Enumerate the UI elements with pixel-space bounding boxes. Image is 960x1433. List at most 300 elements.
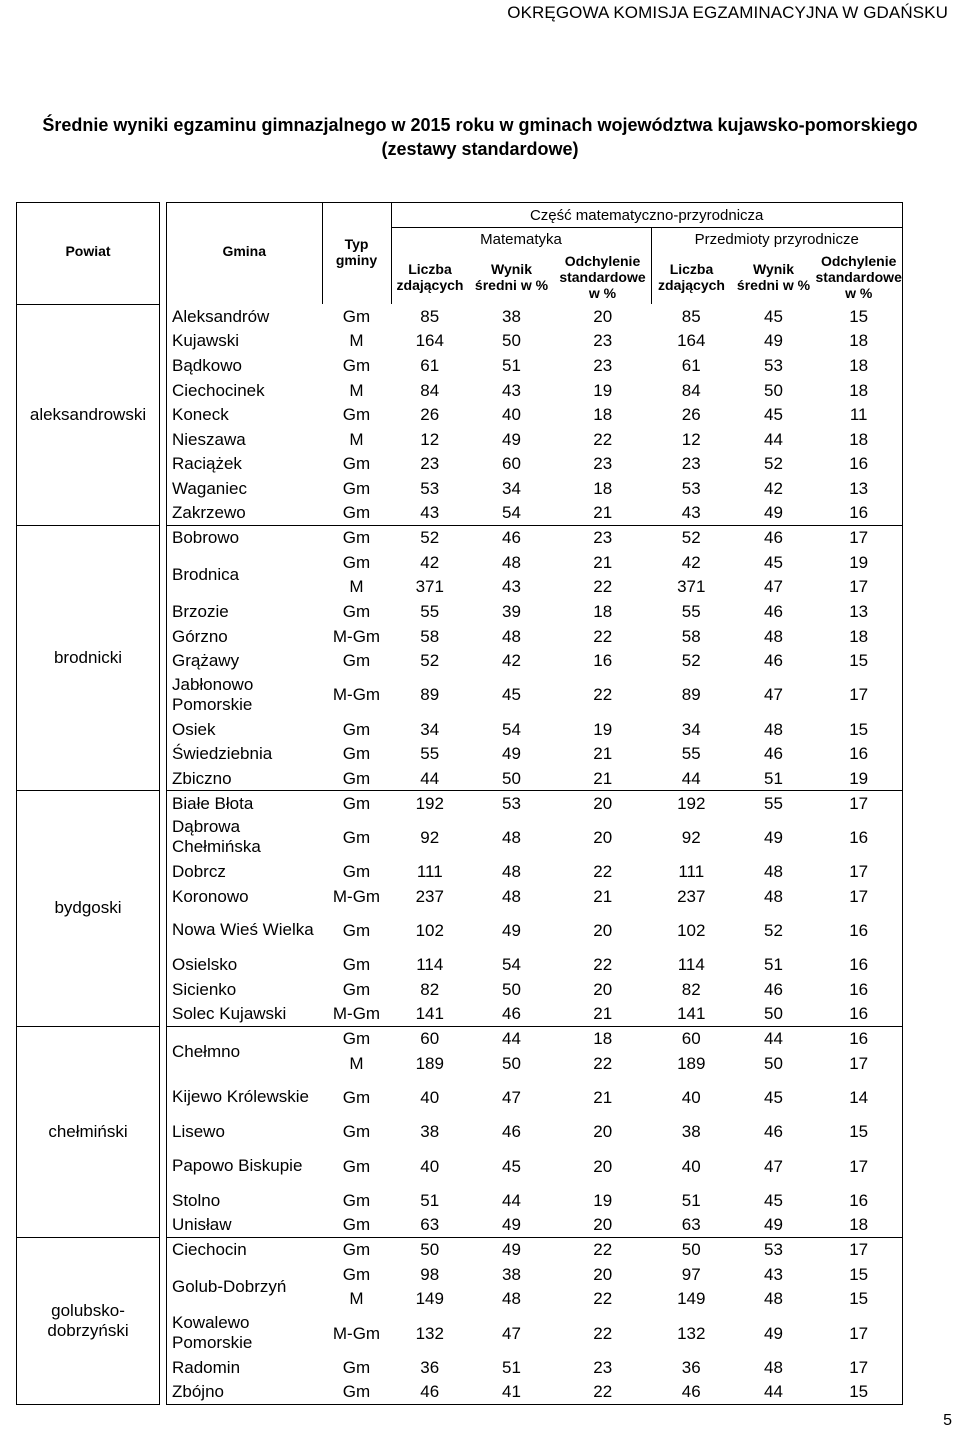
col-science: Przedmioty przyrodnicze [651, 228, 902, 251]
value-cell: 19 [593, 1190, 613, 1210]
typ-cell: M [349, 331, 364, 351]
value-cell: 22 [593, 685, 613, 705]
typ-cell: Gm [342, 1029, 371, 1049]
value-cell: 14 [816, 1075, 903, 1119]
gmina-cell: Osiek [167, 717, 323, 742]
value-cell: 50 [420, 1240, 440, 1260]
value-cell: 15 [816, 717, 903, 742]
gmina-cell: Grążawy [167, 648, 323, 673]
value-cell: 21 [593, 552, 613, 572]
gmina-cell: Waganiec [167, 476, 323, 501]
value-cell: 18 [816, 353, 903, 378]
value-cell: 23 [593, 528, 613, 548]
value-cell: 132 [677, 1323, 706, 1343]
typ-cell: M [349, 380, 364, 400]
gmina-cell: Ciechocin [167, 1237, 323, 1262]
value-cell: 46 [764, 1122, 783, 1142]
col-sci-count: Liczba zdających [651, 250, 732, 304]
typ-cell: Gm [342, 1357, 371, 1377]
value-cell: 102 [677, 920, 706, 940]
value-cell: 16 [816, 452, 903, 477]
value-cell: 49 [764, 827, 783, 847]
value-cell: 51 [502, 355, 521, 375]
value-cell: 39 [502, 601, 521, 621]
value-cell: 13 [816, 476, 903, 501]
value-cell: 40 [502, 405, 521, 425]
value-cell: 84 [681, 380, 701, 400]
value-cell: 20 [593, 306, 613, 326]
results-table [16, 202, 903, 1405]
gmina-cell: Solec Kujawski [167, 1002, 323, 1027]
value-cell: 22 [555, 1380, 652, 1405]
typ-cell: Gm [342, 827, 371, 847]
value-cell: 20 [593, 1122, 613, 1142]
value-cell: 19 [816, 766, 903, 791]
value-cell: 17 [816, 884, 903, 909]
value-cell: 16 [816, 815, 903, 859]
value-cell: 92 [420, 827, 440, 847]
typ-cell: Gm [342, 528, 371, 548]
value-cell: 40 [420, 1156, 440, 1176]
value-cell: 55 [764, 793, 783, 813]
typ-cell: M-Gm [322, 1002, 391, 1027]
value-cell: 19 [593, 380, 613, 400]
value-cell: 16 [593, 651, 613, 671]
value-cell: 23 [420, 454, 440, 474]
col-math-sd: Odchylenie standardowe w % [559, 253, 646, 301]
value-cell: 49 [502, 920, 521, 940]
value-cell: 49 [732, 1213, 816, 1238]
value-cell: 53 [502, 793, 521, 813]
value-cell: 47 [764, 685, 783, 705]
gmina-cell: Kijewo Królewskie [167, 1075, 323, 1119]
value-cell: 46 [502, 528, 521, 548]
value-cell: 53 [420, 478, 440, 498]
powiat-cell: chełmiński [17, 1026, 160, 1237]
typ-cell: Gm [342, 601, 371, 621]
value-cell: 111 [678, 862, 705, 882]
value-cell: 20 [593, 1264, 613, 1284]
value-cell: 48 [502, 862, 521, 882]
value-cell: 19 [593, 719, 613, 739]
value-cell: 46 [651, 1380, 732, 1405]
value-cell: 45 [502, 1156, 521, 1176]
typ-cell: Gm [342, 793, 371, 813]
value-cell: 82 [420, 979, 440, 999]
gmina-cell: Koronowo [167, 884, 323, 909]
value-cell: 38 [502, 1264, 521, 1284]
value-cell: 17 [816, 1051, 903, 1076]
value-cell: 44 [764, 429, 783, 449]
value-cell: 49 [764, 331, 783, 351]
value-cell: 18 [816, 1213, 903, 1238]
typ-cell: M-Gm [332, 626, 381, 646]
gmina-cell: Chełmno [167, 1026, 323, 1075]
value-cell: 40 [681, 1156, 701, 1176]
gmina-cell: Zakrzewo [167, 501, 323, 526]
value-cell: 45 [764, 405, 783, 425]
value-cell: 89 [681, 685, 701, 705]
gmina-cell: Osielsko [167, 952, 323, 977]
value-cell: 53 [681, 478, 701, 498]
typ-cell: Gm [342, 478, 371, 498]
value-cell: 164 [415, 331, 444, 351]
col-sci-avg: Wynik średni w % [736, 261, 811, 293]
value-cell: 20 [593, 979, 613, 999]
value-cell: 21 [555, 766, 652, 791]
value-cell: 17 [816, 791, 903, 816]
col-gmina: Gmina [167, 203, 323, 305]
gmina-cell: Papowo Biskupie [167, 1144, 323, 1188]
typ-cell: Gm [342, 1122, 371, 1142]
value-cell: 16 [816, 908, 903, 952]
value-cell: 36 [420, 1357, 440, 1377]
value-cell: 114 [416, 955, 444, 975]
value-cell: 34 [420, 719, 440, 739]
typ-cell: Gm [322, 1380, 391, 1405]
value-cell: 60 [502, 454, 521, 474]
gmina-cell: Świedziebnia [167, 742, 323, 767]
value-cell: 48 [502, 886, 521, 906]
value-cell: 52 [764, 454, 783, 474]
value-cell: 63 [651, 1213, 732, 1238]
value-cell: 132 [415, 1323, 444, 1343]
value-cell: 15 [816, 648, 903, 673]
value-cell: 49 [502, 429, 521, 449]
value-cell: 22 [593, 626, 613, 646]
value-cell: 18 [816, 427, 903, 452]
value-cell: 45 [764, 552, 783, 572]
value-cell: 48 [502, 827, 521, 847]
value-cell: 50 [764, 1053, 783, 1073]
value-cell: 141 [391, 1002, 469, 1027]
value-cell: 21 [593, 1087, 613, 1107]
col-sci-sd: Odchylenie standardowe w % [816, 250, 903, 304]
value-cell: 45 [764, 1087, 783, 1107]
value-cell: 15 [816, 1119, 903, 1144]
typ-cell: Gm [322, 1213, 391, 1238]
value-cell: 46 [502, 1122, 521, 1142]
value-cell: 38 [681, 1122, 701, 1142]
value-cell: 52 [681, 528, 701, 548]
typ-cell: Gm [342, 719, 371, 739]
value-cell: 16 [816, 1188, 903, 1213]
value-cell: 85 [420, 306, 440, 326]
typ-cell: Gm [342, 1264, 371, 1284]
value-cell: 20 [593, 827, 613, 847]
value-cell: 15 [816, 1380, 903, 1405]
col-powiat: Powiat [17, 203, 160, 305]
gmina-cell: Aleksandrów Kujawski [167, 304, 323, 353]
value-cell: 55 [420, 601, 440, 621]
value-cell: 58 [681, 626, 701, 646]
value-cell: 49 [732, 501, 816, 526]
typ-cell: M [349, 577, 364, 597]
value-cell: 51 [681, 1190, 701, 1210]
title-line-1: Średnie wyniki egzaminu gimnazjalnego w 2015 roku w gminach województwa kujawsko-pomorskiego [42, 115, 918, 135]
value-cell: 189 [677, 1053, 706, 1073]
gmina-cell: Jabłonowo Pomorskie [167, 673, 323, 717]
value-cell: 21 [593, 744, 613, 764]
value-cell: 47 [764, 577, 783, 597]
value-cell: 41 [469, 1380, 555, 1405]
col-math-count: Liczba zdających [391, 250, 469, 304]
value-cell: 48 [502, 552, 521, 572]
value-cell: 61 [420, 355, 440, 375]
value-cell: 43 [651, 501, 732, 526]
value-cell: 51 [502, 1357, 521, 1377]
value-cell: 189 [415, 1053, 444, 1073]
typ-cell: M-Gm [332, 1323, 381, 1343]
table-row [17, 1026, 903, 1051]
value-cell: 44 [764, 1029, 783, 1049]
typ-cell: Gm [342, 920, 371, 940]
typ-cell: Gm [342, 306, 371, 326]
value-cell: 48 [764, 886, 783, 906]
value-cell: 48 [502, 626, 521, 646]
value-cell: 12 [681, 429, 701, 449]
value-cell: 51 [732, 766, 816, 791]
value-cell: 50 [764, 380, 783, 400]
powiat-cell: golubsko-dobrzyński [17, 1237, 160, 1404]
value-cell: 46 [469, 1002, 555, 1027]
gmina-cell: Zbiczno [167, 766, 323, 791]
typ-cell: Gm [342, 979, 371, 999]
typ-cell: Gm [322, 766, 391, 791]
value-cell: 22 [593, 1289, 613, 1309]
value-cell: 47 [502, 1323, 521, 1343]
value-cell: 192 [415, 793, 444, 813]
value-cell: 18 [593, 478, 613, 498]
value-cell: 60 [681, 1029, 701, 1049]
value-cell: 52 [764, 920, 783, 940]
table-row [17, 525, 903, 550]
results-body [17, 304, 903, 1404]
gmina-cell: Stolno [167, 1188, 323, 1213]
gmina-cell: Raciążek [167, 452, 323, 477]
typ-cell: Gm [342, 651, 371, 671]
value-cell: 34 [681, 719, 701, 739]
value-cell: 42 [764, 478, 783, 498]
value-cell: 44 [391, 766, 469, 791]
value-cell: 51 [420, 1190, 440, 1210]
gmina-cell: Koneck [167, 402, 323, 427]
value-cell: 18 [593, 405, 613, 425]
value-cell: 102 [415, 920, 444, 940]
value-cell: 47 [764, 1156, 783, 1176]
value-cell: 16 [816, 501, 903, 526]
value-cell: 237 [415, 886, 444, 906]
gmina-cell: Sicienko [167, 977, 323, 1002]
value-cell: 141 [651, 1002, 732, 1027]
value-cell: 97 [681, 1264, 701, 1284]
title-line-2: (zestawy standardowe) [381, 139, 579, 159]
typ-cell: Gm [342, 552, 371, 572]
value-cell: 45 [502, 685, 521, 705]
value-cell: 43 [391, 501, 469, 526]
gmina-cell: Ciechocinek [167, 378, 323, 403]
value-cell: 20 [593, 793, 613, 813]
value-cell: 22 [593, 1053, 613, 1073]
value-cell: 42 [502, 651, 521, 671]
value-cell: 46 [764, 528, 783, 548]
typ-cell: M [349, 1053, 364, 1073]
value-cell: 49 [764, 1323, 783, 1343]
value-cell: 50 [469, 766, 555, 791]
value-cell: 17 [816, 1355, 903, 1380]
value-cell: 46 [764, 744, 783, 764]
value-cell: 26 [681, 405, 701, 425]
value-cell: 52 [420, 651, 440, 671]
value-cell: 50 [681, 1240, 701, 1260]
value-cell: 16 [816, 952, 903, 977]
typ-cell: Gm [342, 1240, 371, 1260]
value-cell: 149 [677, 1289, 706, 1309]
value-cell: 49 [469, 1213, 555, 1238]
value-cell: 34 [502, 478, 521, 498]
value-cell: 85 [681, 306, 701, 326]
page-title [0, 113, 960, 161]
value-cell: 52 [681, 651, 701, 671]
page-number: 5 [943, 1412, 952, 1429]
value-cell: 16 [816, 977, 903, 1002]
value-cell: 44 [502, 1029, 521, 1049]
typ-cell: Gm [342, 1156, 371, 1176]
typ-cell: Gm [342, 955, 371, 975]
value-cell: 17 [816, 1237, 903, 1262]
gmina-cell: Brzozie [167, 599, 323, 624]
value-cell: 17 [816, 575, 903, 600]
value-cell: 22 [593, 1240, 613, 1260]
typ-cell: Gm [342, 862, 371, 882]
value-cell: 18 [816, 329, 903, 354]
value-cell: 50 [502, 1053, 521, 1073]
value-cell: 98 [420, 1264, 440, 1284]
col-math: Matematyka [391, 228, 651, 251]
typ-cell: Gm [342, 1087, 371, 1107]
typ-cell: Gm [342, 744, 371, 764]
value-cell: 51 [764, 955, 783, 975]
gmina-cell: Dobrcz [167, 859, 323, 884]
gmina-cell: Zbójno [167, 1380, 323, 1405]
powiat-cell: aleksandrowski [17, 304, 160, 525]
value-cell: 237 [677, 886, 706, 906]
value-cell: 63 [391, 1213, 469, 1238]
value-cell: 55 [420, 744, 440, 764]
value-cell: 48 [502, 1289, 521, 1309]
value-cell: 40 [681, 1087, 701, 1107]
value-cell: 45 [764, 1190, 783, 1210]
value-cell: 38 [502, 306, 521, 326]
gmina-cell: Bądkowo [167, 353, 323, 378]
value-cell: 22 [593, 429, 613, 449]
col-math-avg: Wynik średni w % [474, 261, 549, 293]
value-cell: 61 [681, 355, 701, 375]
value-cell: 15 [816, 304, 903, 329]
value-cell: 18 [593, 1029, 613, 1049]
value-cell: 50 [502, 331, 521, 351]
gmina-cell: Kowalewo Pomorskie [167, 1311, 323, 1355]
table-row [17, 304, 903, 329]
gmina-cell: Bobrowo [167, 525, 323, 550]
value-cell: 149 [415, 1289, 444, 1309]
typ-cell: M-Gm [332, 685, 381, 705]
value-cell: 23 [593, 1357, 613, 1377]
results-table-wrapper [16, 202, 903, 1405]
value-cell: 47 [502, 1087, 521, 1107]
value-cell: 50 [732, 1002, 816, 1027]
typ-cell: Gm [342, 454, 371, 474]
value-cell: 17 [816, 859, 903, 884]
typ-cell: M-Gm [332, 886, 381, 906]
value-cell: 50 [502, 979, 521, 999]
value-cell: 89 [420, 685, 440, 705]
value-cell: 371 [677, 577, 706, 597]
value-cell: 22 [593, 1323, 613, 1343]
value-cell: 15 [816, 1286, 903, 1311]
value-cell: 43 [502, 577, 521, 597]
value-cell: 55 [681, 744, 701, 764]
value-cell: 49 [502, 744, 521, 764]
value-cell: 43 [764, 1264, 783, 1284]
value-cell: 54 [502, 719, 521, 739]
gmina-cell: Brodnica [167, 550, 323, 599]
gmina-cell: Górzno [167, 624, 323, 649]
value-cell: 19 [816, 550, 903, 575]
value-cell: 58 [420, 626, 440, 646]
value-cell: 46 [764, 651, 783, 671]
value-cell: 16 [816, 1026, 903, 1051]
value-cell: 44 [732, 1380, 816, 1405]
value-cell: 23 [593, 331, 613, 351]
value-cell: 17 [816, 1311, 903, 1355]
value-cell: 48 [764, 1289, 783, 1309]
gmina-cell: Radomin [167, 1355, 323, 1380]
typ-cell: M [349, 429, 364, 449]
value-cell: 48 [764, 719, 783, 739]
value-cell: 92 [681, 827, 701, 847]
value-cell: 22 [593, 862, 613, 882]
value-cell: 164 [677, 331, 706, 351]
value-cell: 38 [420, 1122, 440, 1142]
institution-header: OKRĘGOWA KOMISJA EGZAMINACYJNA W GDAŃSKU [507, 3, 948, 22]
value-cell: 18 [816, 624, 903, 649]
value-cell: 114 [677, 955, 705, 975]
value-cell: 60 [420, 1029, 440, 1049]
col-typ: Typ gminy [322, 203, 391, 305]
value-cell: 43 [502, 380, 521, 400]
gmina-cell: Golub-Dobrzyń [167, 1262, 323, 1311]
value-cell: 20 [593, 1156, 613, 1176]
gmina-cell: Nowa Wieś Wielka [167, 908, 323, 952]
col-part: Część matematyczno-przyrodnicza [391, 203, 902, 228]
value-cell: 11 [816, 402, 903, 427]
value-cell: 20 [555, 1213, 652, 1238]
value-cell: 54 [502, 955, 521, 975]
value-cell: 23 [593, 355, 613, 375]
typ-cell: Gm [342, 405, 371, 425]
table-row [17, 791, 903, 816]
value-cell: 40 [420, 1087, 440, 1107]
value-cell: 46 [391, 1380, 469, 1405]
gmina-cell: Białe Błota [167, 791, 323, 816]
value-cell: 16 [816, 1002, 903, 1027]
value-cell: 371 [415, 577, 444, 597]
value-cell: 48 [764, 1357, 783, 1377]
value-cell: 42 [681, 552, 701, 572]
value-cell: 48 [764, 862, 783, 882]
value-cell: 20 [593, 920, 613, 940]
